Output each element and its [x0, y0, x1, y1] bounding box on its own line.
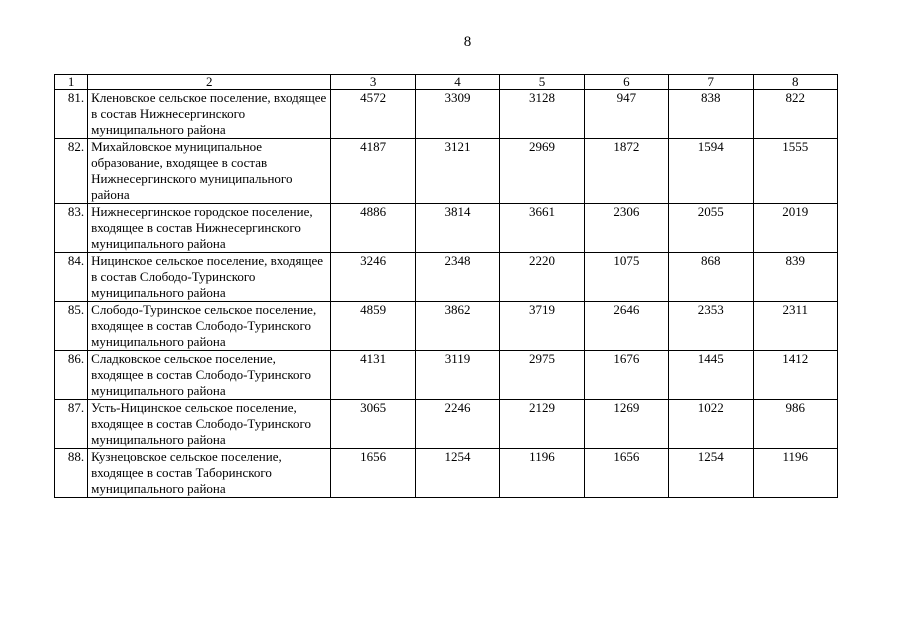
column-header: 2: [88, 75, 331, 90]
table-header-row: [55, 75, 838, 90]
municipalities-table: [54, 74, 838, 498]
municipality-name: Михайловское муниципальное образование, входящее в состав Нижнесергинского муниципального района: [88, 139, 331, 204]
value-cell: 3661: [500, 204, 584, 253]
municipality-name: Нижнесергинское городское поселение, входящее в состав Нижнесергинского муниципального района: [88, 204, 331, 253]
value-cell: 868: [669, 253, 753, 302]
value-cell: 2220: [500, 253, 584, 302]
value-cell: 4572: [331, 90, 415, 139]
value-cell: 3121: [415, 139, 499, 204]
row-number: 88.: [55, 449, 88, 498]
value-cell: 3246: [331, 253, 415, 302]
value-cell: 4859: [331, 302, 415, 351]
municipality-name: Слободо-Туринское сельское поселение, входящее в состав Слободо-Туринского муниципального района: [88, 302, 331, 351]
value-cell: 4131: [331, 351, 415, 400]
value-cell: 1254: [669, 449, 753, 498]
value-cell: 1412: [753, 351, 838, 400]
column-header: 8: [753, 75, 838, 90]
table-row: [55, 90, 838, 139]
value-cell: 3128: [500, 90, 584, 139]
value-cell: 3862: [415, 302, 499, 351]
value-cell: 2969: [500, 139, 584, 204]
value-cell: 1254: [415, 449, 499, 498]
value-cell: 4886: [331, 204, 415, 253]
value-cell: 4187: [331, 139, 415, 204]
column-header: 3: [331, 75, 415, 90]
row-number: 87.: [55, 400, 88, 449]
table-row: [55, 204, 838, 253]
value-cell: 2348: [415, 253, 499, 302]
table-row: [55, 253, 838, 302]
value-cell: 2019: [753, 204, 838, 253]
value-cell: 1075: [584, 253, 668, 302]
value-cell: 3065: [331, 400, 415, 449]
value-cell: 3719: [500, 302, 584, 351]
value-cell: 2646: [584, 302, 668, 351]
value-cell: 1269: [584, 400, 668, 449]
value-cell: 1656: [584, 449, 668, 498]
table-row: [55, 139, 838, 204]
value-cell: 1676: [584, 351, 668, 400]
municipality-name: Кленовское сельское поселение, входящее в состав Нижнесергинского муниципального района: [88, 90, 331, 139]
value-cell: 3814: [415, 204, 499, 253]
value-cell: 1555: [753, 139, 838, 204]
municipality-name: Усть-Ницинское сельское поселение, входящее в состав Слободо-Туринского муниципального района: [88, 400, 331, 449]
value-cell: 947: [584, 90, 668, 139]
value-cell: 3309: [415, 90, 499, 139]
row-number: 82.: [55, 139, 88, 204]
row-number: 86.: [55, 351, 88, 400]
row-number: 81.: [55, 90, 88, 139]
value-cell: 1656: [331, 449, 415, 498]
value-cell: 838: [669, 90, 753, 139]
row-number: 83.: [55, 204, 88, 253]
column-header: 1: [55, 75, 88, 90]
value-cell: 1022: [669, 400, 753, 449]
municipality-name: Ницинское сельское поселение, входящее в состав Слободо-Туринского муниципального района: [88, 253, 331, 302]
table-row: [55, 351, 838, 400]
value-cell: 2353: [669, 302, 753, 351]
table-row: [55, 302, 838, 351]
value-cell: 1594: [669, 139, 753, 204]
column-header: 6: [584, 75, 668, 90]
value-cell: 2246: [415, 400, 499, 449]
value-cell: 2975: [500, 351, 584, 400]
page-number: 8: [463, 34, 472, 50]
value-cell: 1196: [753, 449, 838, 498]
value-cell: 1445: [669, 351, 753, 400]
table-row: [55, 400, 838, 449]
column-header: 7: [669, 75, 753, 90]
row-number: 84.: [55, 253, 88, 302]
value-cell: 1872: [584, 139, 668, 204]
municipality-name: Кузнецовское сельское поселение, входящее в состав Таборинского муниципального района: [88, 449, 331, 498]
municipality-name: Сладковское сельское поселение, входящее в состав Слободо-Туринского муниципального района: [88, 351, 331, 400]
value-cell: 2055: [669, 204, 753, 253]
value-cell: 2129: [500, 400, 584, 449]
value-cell: 986: [753, 400, 838, 449]
value-cell: 2311: [753, 302, 838, 351]
column-header: 4: [415, 75, 499, 90]
column-header: 5: [500, 75, 584, 90]
value-cell: 3119: [415, 351, 499, 400]
value-cell: 822: [753, 90, 838, 139]
row-number: 85.: [55, 302, 88, 351]
value-cell: 1196: [500, 449, 584, 498]
value-cell: 2306: [584, 204, 668, 253]
value-cell: 839: [753, 253, 838, 302]
table-row: [55, 449, 838, 498]
